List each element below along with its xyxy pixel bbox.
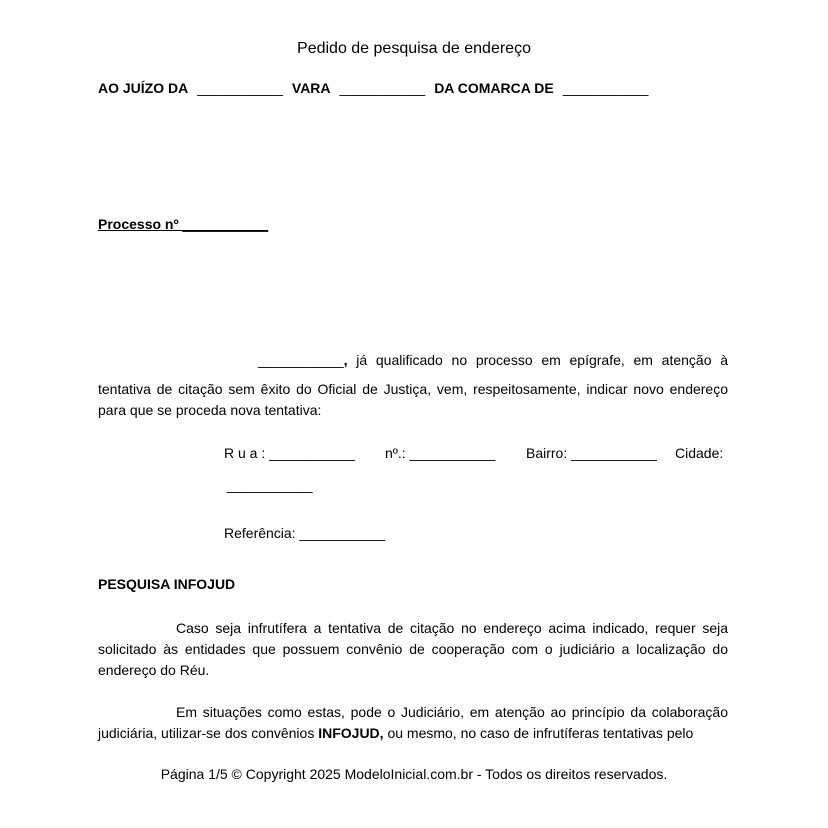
referencia-label: Referência:: [224, 525, 296, 541]
numero-blank: ___________: [409, 445, 496, 461]
situacoes-part2: ou mesmo, no caso de infrutíferas tentativas pelo: [387, 725, 694, 741]
rua-label: R u a :: [224, 445, 266, 461]
numero-field: [385, 445, 495, 461]
referencia-blank: ___________: [299, 525, 386, 541]
bairro-blank: ___________: [571, 445, 657, 461]
bairro-label: Bairro:: [526, 445, 568, 461]
situacoes-part1: Em situações como estas, pode o Judiciário, em atenção ao princípio da colaboração judiciária, utilizar-se dos convênios: [98, 704, 728, 741]
comarca-blank: ___________: [562, 80, 649, 96]
party-blank: ___________: [258, 352, 344, 368]
infojud-paragraph-text: Caso seja infrutífera a tentativa de citação no endereço acima indicado, requer seja solicitado às entidades que possuem convênio de cooperação com o judiciário a localização do endereço do Réu.: [98, 620, 728, 678]
processo-line: [98, 216, 268, 232]
court-header: [98, 80, 648, 96]
party-comma: ,: [343, 352, 348, 368]
bairro-field: [526, 445, 657, 461]
comarca-label: DA COMARCA DE: [434, 80, 554, 96]
document-title: Pedido de pesquisa de endereço: [297, 40, 531, 57]
infojud-bold: INFOJUD,: [318, 725, 384, 741]
vara-blank: ___________: [339, 80, 426, 96]
section-heading-infojud: PESQUISA INFOJUD: [98, 576, 236, 592]
intro-paragraph: [98, 350, 728, 421]
processo-blank: ___________: [182, 216, 269, 232]
cidade-field: [675, 445, 723, 461]
rua-blank: ___________: [269, 445, 355, 461]
cidade-blank: ___________: [227, 477, 313, 493]
intro-line-1: [98, 350, 728, 371]
intro-line1-text: já qualificado no processo em epígrafe, em atenção à: [356, 352, 728, 368]
processo-label: Processo nº: [98, 216, 179, 232]
situacoes-paragraph: [98, 702, 728, 744]
numero-label: nº.:: [385, 445, 406, 461]
cidade-label: Cidade:: [675, 445, 724, 461]
infojud-paragraph: [98, 618, 728, 681]
juizo-blank: ___________: [197, 80, 283, 96]
vara-label: VARA: [291, 80, 331, 96]
referencia-field: [224, 525, 385, 541]
intro-line-2: tentativa de citação sem êxito do Oficial de Justiça, vem, respeitosamente, indicar novo endereço para que se proceda nova tentativa:: [98, 381, 728, 418]
rua-field: [224, 445, 355, 461]
ao-juizo-label: AO JUÍZO DA: [98, 80, 189, 96]
page-footer: Página 1/5 © Copyright 2025 ModeloInicial.com.br - Todos os direitos reservados.: [160, 766, 668, 782]
